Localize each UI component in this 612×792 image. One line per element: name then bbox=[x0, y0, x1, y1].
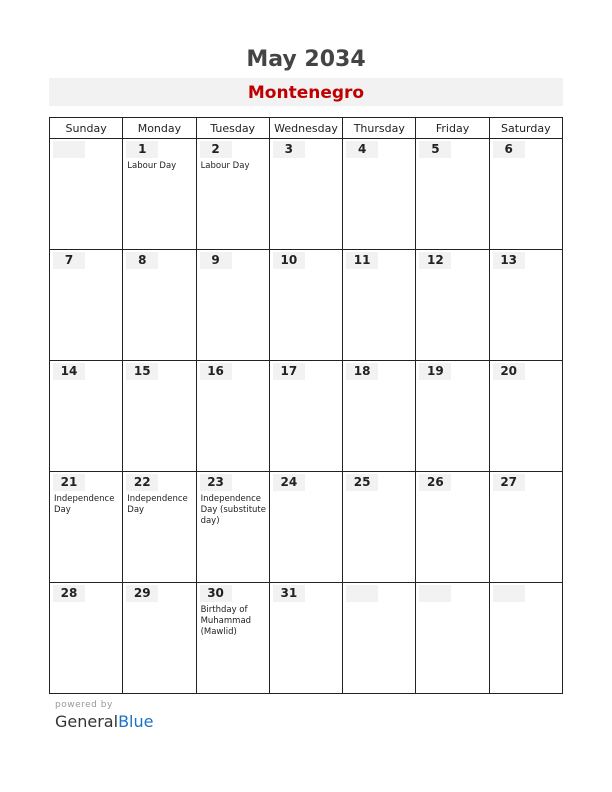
day-number: 7 bbox=[53, 252, 85, 269]
day-cell bbox=[343, 139, 416, 250]
day-number: 5 bbox=[419, 141, 451, 158]
day-number: 15 bbox=[126, 363, 158, 380]
day-cell bbox=[196, 361, 269, 472]
day-cell bbox=[416, 250, 489, 361]
day-number: 1 bbox=[126, 141, 158, 158]
brand-logo bbox=[55, 712, 153, 731]
day-number: 2 bbox=[200, 141, 232, 158]
day-number: 13 bbox=[493, 252, 525, 269]
day-number bbox=[493, 585, 525, 602]
week-row bbox=[50, 472, 563, 583]
footer bbox=[55, 700, 153, 731]
holiday-label: Labour Day bbox=[200, 161, 250, 171]
day-number: 9 bbox=[200, 252, 232, 269]
day-number: 11 bbox=[346, 252, 378, 269]
day-cell bbox=[416, 361, 489, 472]
calendar-grid bbox=[49, 117, 563, 694]
day-number: 8 bbox=[126, 252, 158, 269]
week-row bbox=[50, 361, 563, 472]
day-cell bbox=[416, 139, 489, 250]
day-cell bbox=[489, 583, 562, 694]
day-cell bbox=[343, 250, 416, 361]
day-cell bbox=[123, 583, 196, 694]
day-cell bbox=[50, 250, 123, 361]
weekday-header-sunday: Sunday bbox=[50, 118, 123, 139]
week-row bbox=[50, 139, 563, 250]
day-cell bbox=[196, 250, 269, 361]
day-number: 4 bbox=[346, 141, 378, 158]
holiday-label: Independence Day bbox=[54, 494, 115, 515]
week-row bbox=[50, 250, 563, 361]
day-cell bbox=[50, 139, 123, 250]
weekday-header-thursday: Thursday bbox=[343, 118, 416, 139]
day-number: 3 bbox=[273, 141, 305, 158]
day-cell bbox=[196, 472, 269, 583]
day-number: 6 bbox=[493, 141, 525, 158]
day-cell bbox=[269, 472, 342, 583]
brand-general: General bbox=[55, 712, 119, 731]
day-number: 18 bbox=[346, 363, 378, 380]
day-number: 24 bbox=[273, 474, 305, 491]
day-number: 26 bbox=[419, 474, 451, 491]
day-cell bbox=[196, 139, 269, 250]
weekday-header-wednesday: Wednesday bbox=[269, 118, 342, 139]
week-row bbox=[50, 583, 563, 694]
day-cell bbox=[343, 583, 416, 694]
country-name: Montenegro bbox=[247, 83, 365, 103]
powered-by-text: powered by bbox=[55, 700, 113, 710]
day-cell bbox=[489, 361, 562, 472]
calendar-body bbox=[50, 139, 563, 694]
weekday-header-monday: Monday bbox=[123, 118, 196, 139]
day-number: 16 bbox=[200, 363, 232, 380]
brand-blue: Blue bbox=[118, 712, 154, 731]
day-cell bbox=[416, 472, 489, 583]
day-cell bbox=[50, 361, 123, 472]
day-cell bbox=[123, 361, 196, 472]
day-cell bbox=[343, 472, 416, 583]
day-number: 22 bbox=[126, 474, 158, 491]
day-number: 21 bbox=[53, 474, 85, 491]
holiday-label: Independence Day (substitute day) bbox=[200, 494, 266, 526]
day-number: 29 bbox=[126, 585, 158, 602]
page-title: May 2034 bbox=[246, 47, 366, 72]
holiday-label: Birthday of Muhammad (Mawlid) bbox=[200, 605, 252, 637]
day-cell bbox=[269, 583, 342, 694]
holiday-label: Independence Day bbox=[127, 494, 188, 515]
holiday-label: Labour Day bbox=[127, 161, 177, 171]
day-cell bbox=[50, 583, 123, 694]
day-cell bbox=[489, 250, 562, 361]
day-cell bbox=[343, 361, 416, 472]
day-cell bbox=[50, 472, 123, 583]
day-cell bbox=[269, 139, 342, 250]
day-cell bbox=[196, 583, 269, 694]
day-number: 10 bbox=[273, 252, 305, 269]
day-number: 25 bbox=[346, 474, 378, 491]
day-number bbox=[419, 585, 451, 602]
day-number: 14 bbox=[53, 363, 85, 380]
day-cell bbox=[269, 250, 342, 361]
weekday-header-saturday: Saturday bbox=[489, 118, 562, 139]
day-number: 17 bbox=[273, 363, 305, 380]
day-number: 20 bbox=[493, 363, 525, 380]
day-number: 12 bbox=[419, 252, 451, 269]
day-cell bbox=[489, 472, 562, 583]
weekday-header-friday: Friday bbox=[416, 118, 489, 139]
weekday-header-tuesday: Tuesday bbox=[196, 118, 269, 139]
weekday-header-row bbox=[50, 118, 563, 139]
day-number: 19 bbox=[419, 363, 451, 380]
day-number bbox=[346, 585, 378, 602]
day-cell bbox=[416, 583, 489, 694]
day-cell bbox=[269, 361, 342, 472]
day-cell bbox=[123, 472, 196, 583]
day-cell bbox=[489, 139, 562, 250]
day-number: 30 bbox=[200, 585, 232, 602]
day-number: 23 bbox=[200, 474, 232, 491]
day-number: 27 bbox=[493, 474, 525, 491]
day-number: 28 bbox=[53, 585, 85, 602]
day-cell bbox=[123, 139, 196, 250]
country-banner bbox=[49, 78, 563, 106]
day-cell bbox=[123, 250, 196, 361]
day-number: 31 bbox=[273, 585, 305, 602]
day-number bbox=[53, 141, 85, 158]
